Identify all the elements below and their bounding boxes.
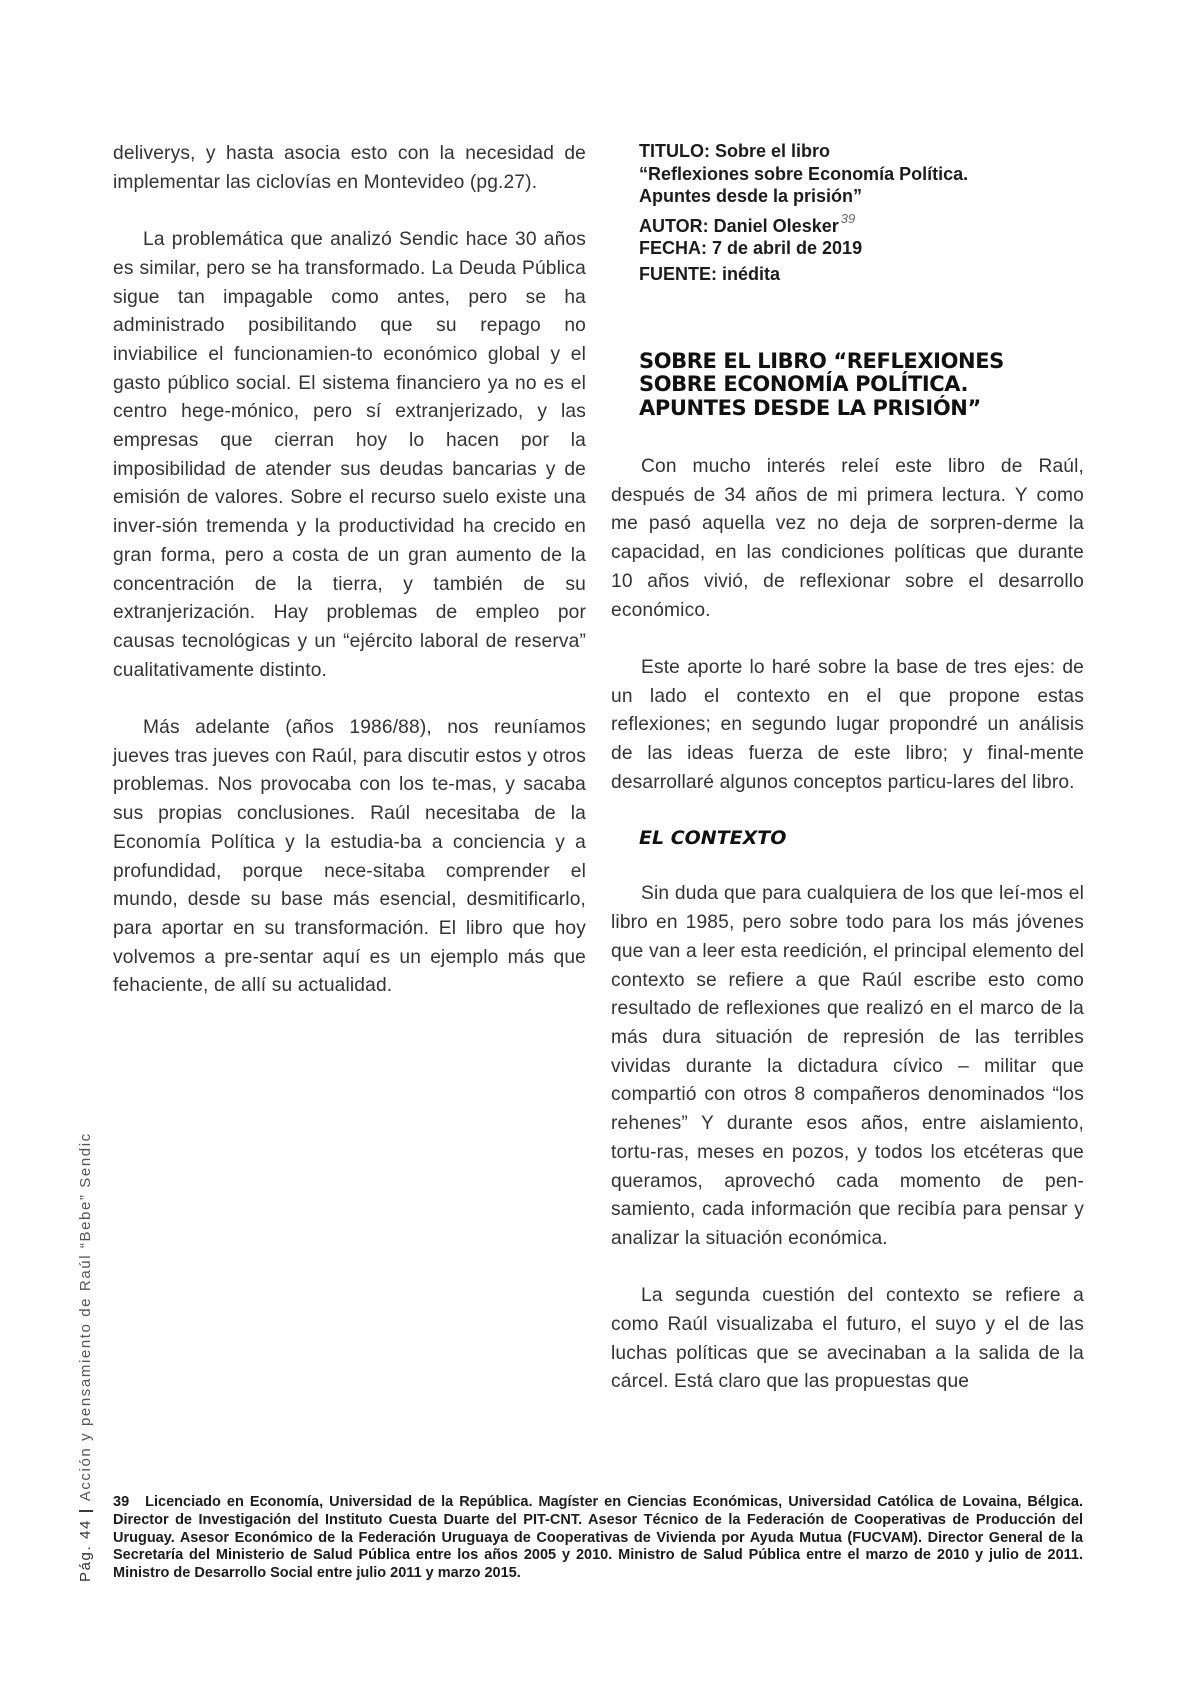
running-title: Acción y pensamiento de Raúl “Bebe” Sendic [77,1132,94,1502]
footnote-ref[interactable]: 39 [840,210,856,226]
meta-title: “Reflexiones sobre Economía Política. [639,163,969,184]
body-paragraph: Más adelante (años 1986/88), nos reuníamos jueves tras jueves con Raúl, para discutir estos y otros problemas. Nos provocaba con los te-mas, y sacaba sus propias conclusiones. Raúl necesitaba de la Economía Política y la estudia-ba a conciencia y a profundidad, porque nece-sitaba comprender el mundo, desde su base más esencial, desmitificarlo, para aportar en su transformación. El libro que hoy volvemos a pre-sentar aquí es un ejemplo más que fehaciente, de allí su actualidad. [113,717,586,997]
right-column [611,140,1084,1397]
page-number: Pág. 44 [77,1519,94,1582]
article-heading [611,350,1084,421]
body-paragraph: Sin duda que para cualquiera de los que leí-mos el libro en 1985, pero sobre todo para los más jóvenes que van a leer esta reedición, el principal elemento del contexto se refiere a que Raúl escribe esto como resultado de reflexiones que realizó en el marco de la más dura situación de represión de las terribles vividas durante la dictadura cívico – militar que compartió con otros 8 compañeros denominados “los rehenes” Y durante esos años, entre aislamiento, tortu-ras, meses en pozos, y todos los etcéteras que queramos, aprovechó cada momento de pen-samiento, cada información que recibía para pensar y analizar la situación económica. [611,883,1084,1249]
heading-line: APUNTES DESDE LA PRISIÓN” [639,395,981,420]
footnote-number: 39 [113,1494,130,1510]
body-paragraph: deliverys, y hasta asocia esto con la necesidad de implementar las ciclovías en Montevideo (pg.27). [113,143,586,193]
body-paragraph: La segunda cuestión del contexto se refiere a como Raúl visualizaba el futuro, el suyo y el de las luchas políticas que se avecinaban a la salida de la cárcel. Está claro que las propuestas que [611,1285,1084,1393]
meta-author [639,208,1084,238]
meta-author-text: AUTOR: Daniel Olesker [639,215,839,236]
page-sidebar [76,1112,96,1582]
heading-line: SOBRE EL LIBRO “REFLEXIONES [639,348,1004,373]
body-paragraph: Este aporte lo haré sobre la base de tres ejes: de un lado el contexto en el que propone estas reflexiones; en segundo lugar propondré un análisis de las ideas fuerza de este libro; y final-mente desarrollaré algunos conceptos particu-lares del libro. [611,656,1084,793]
meta-source: FUENTE: inédita [639,263,781,284]
footnote [113,1494,1083,1583]
meta-title: Apuntes desde la prisión” [639,186,863,207]
sidebar-separator: | [77,1507,94,1514]
left-column [113,140,586,1001]
meta-date: FECHA: 7 de abril de 2019 [639,238,863,259]
heading-line: SOBRE ECONOMÍA POLÍTICA. [639,372,969,397]
body-paragraph: La problemática que analizó Sendic hace 30 años es similar, pero se ha transformado. La Deuda Pública sigue tan impagable como antes, pero se ha administrado posibilitando que su repago no inviabilice el funcionamien-to económico global y el gasto público social. El sistema financiero ya no es el centro hege-mónico, pero sí extranjerizado, y las empresas que cierran hoy lo hacen por la imposibilidad de atender sus deudas bancarias y de emisión de valores. Sobre el recurso suelo existe una inver-sión tremenda y la productividad ha crecido en gran forma, pero a costa de un gran aumento de la concentración de la tierra, y también de su extranjerización. Hay problemas de empleo por causas tecnológicas y un “ejército laboral de reserva” cualitativamente distinto. [113,229,586,681]
article-metadata [611,140,1084,286]
meta-title: TITULO: Sobre el libro [639,141,831,161]
footnote-text: Licenciado en Economía, Universidad de la República. Magíster en Ciencias Económicas, Universidad Católica de Lovaina, Bélgica. Director de Investigación del Instituto Cuesta Duarte del PIT-CNT. Asesor Técnico de la Federación de Cooperativas de Producción del Uruguay. Asesor Económico de la Federación Uruguaya de Cooperativas de Vivienda por Ayuda Mutua (FUCVAM). Director General de la Secretaría del Ministerio de Salud Pública entre los años 2005 y 2010. Ministro de Salud Pública entre el marzo de 2010 y julio de 2011. Ministro de Desarrollo Social entre julio 2011 y marzo 2015. [113,1494,1083,1582]
body-paragraph: Con mucho interés releí este libro de Raúl, después de 34 años de mi primera lectura. Y como me pasó aquella vez no deja de sorpren-derme la capacidad, en las condiciones políticas que durante 10 años vivió, de reflexionar sobre el desarrollo económico. [611,456,1084,621]
section-heading: EL CONTEXTO [639,827,787,850]
